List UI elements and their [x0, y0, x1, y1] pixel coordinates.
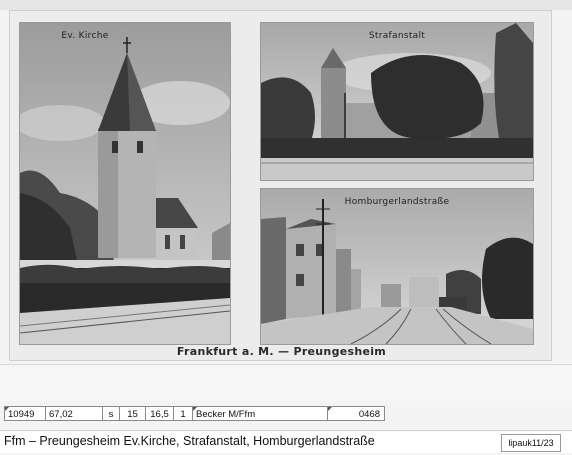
street-photo: [260, 188, 534, 345]
record-fields-row: [4, 406, 385, 421]
postcard-main-caption: Frankfurt a. M. — Preungesheim: [176, 345, 387, 358]
church-caption: Ev. Kirche: [61, 31, 109, 41]
record-field-code: 0468: [327, 406, 385, 421]
record-field-height: 16,5: [145, 406, 173, 421]
record-field-width: 15: [119, 406, 145, 421]
church-photo: [19, 22, 231, 345]
record-field-price: 67,02: [45, 406, 102, 421]
record-field-type: s: [102, 406, 119, 421]
reference-code: lipauk11/23: [501, 434, 561, 452]
street-caption: Homburgerlandstraße: [344, 197, 450, 207]
record-field-publisher: Becker M/Ffm: [192, 406, 327, 421]
description-row: [0, 430, 572, 453]
prison-photo: [260, 22, 534, 181]
scan-margin: [0, 364, 572, 401]
record-field-number: 10949: [4, 406, 45, 421]
postcard: [9, 10, 552, 361]
prison-caption: Strafanstalt: [368, 31, 426, 41]
scan-border: [0, 0, 572, 10]
record-field-count: 1: [173, 406, 192, 421]
description-text: Ffm – Preungesheim Ev.Kirche, Strafanstalt, Homburgerlandstraße: [4, 434, 375, 448]
